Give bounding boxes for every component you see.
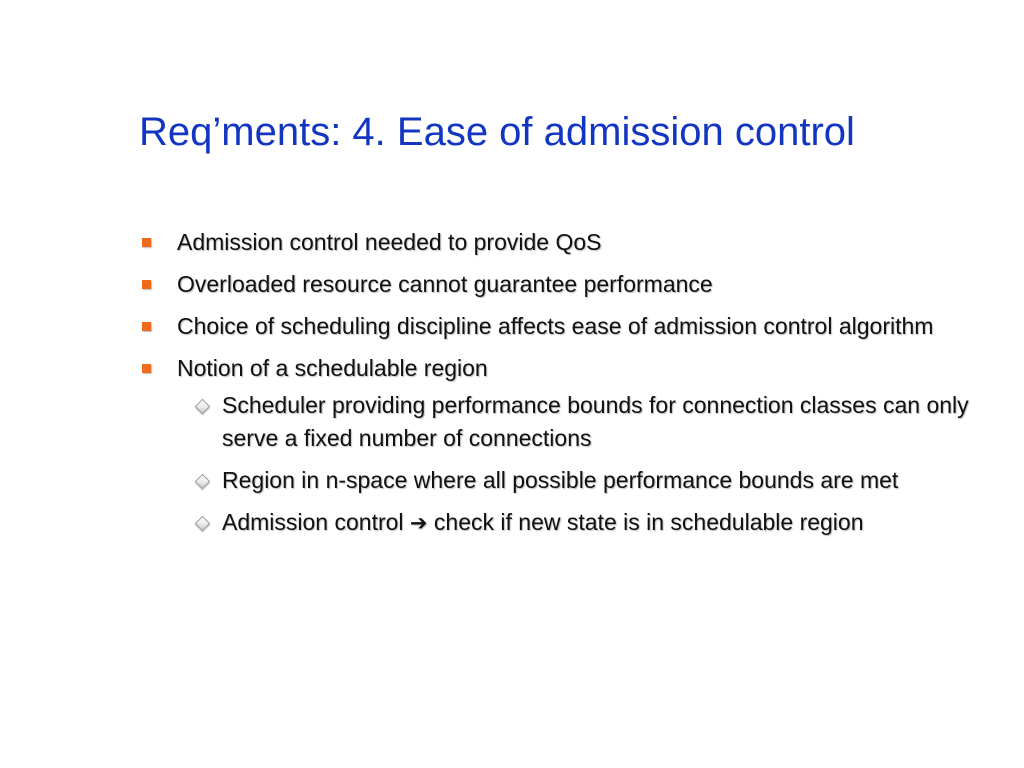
right-arrow-icon: ➔	[409, 511, 428, 535]
sub-bullet-item	[139, 506, 1009, 540]
sub-bullet-item	[139, 464, 1009, 497]
bullet-text: Choice of scheduling discipline affects ease of admission control algorithm	[177, 313, 934, 339]
gray-diamond-bullet-icon	[195, 516, 211, 532]
bullet-text: Overloaded resource cannot guarantee performance	[177, 271, 713, 297]
bullet-item	[139, 226, 1009, 259]
bullet-text: Notion of a schedulable region	[177, 355, 488, 381]
bullet-item	[139, 352, 1009, 385]
sub-bullet-text	[222, 509, 864, 535]
slide-title: Req’ments: 4. Ease of admission control	[139, 110, 855, 154]
bullet-list	[139, 226, 1009, 549]
bullet-item	[139, 310, 1009, 343]
gray-diamond-bullet-icon	[195, 399, 211, 415]
sub-bullet-text-before: Admission control	[222, 509, 410, 535]
orange-square-bullet-icon	[142, 322, 151, 331]
sub-bullet-text: Region in n-space where all possible performance bounds are met	[222, 467, 899, 493]
gray-diamond-bullet-icon	[195, 474, 211, 490]
orange-square-bullet-icon	[142, 238, 151, 247]
bullet-item	[139, 268, 1009, 301]
sub-bullet-list	[139, 389, 1009, 540]
sub-bullet-item	[139, 389, 1009, 455]
bullet-text: Admission control needed to provide QoS	[177, 229, 602, 255]
sub-bullet-text: Scheduler providing performance bounds for connection classes can only serve a fixed number of connections	[222, 392, 969, 451]
orange-square-bullet-icon	[142, 280, 151, 289]
orange-square-bullet-icon	[142, 364, 151, 373]
sub-bullet-text-after: check if new state is in schedulable region	[427, 509, 864, 535]
sub-bullet-group	[139, 389, 1009, 540]
